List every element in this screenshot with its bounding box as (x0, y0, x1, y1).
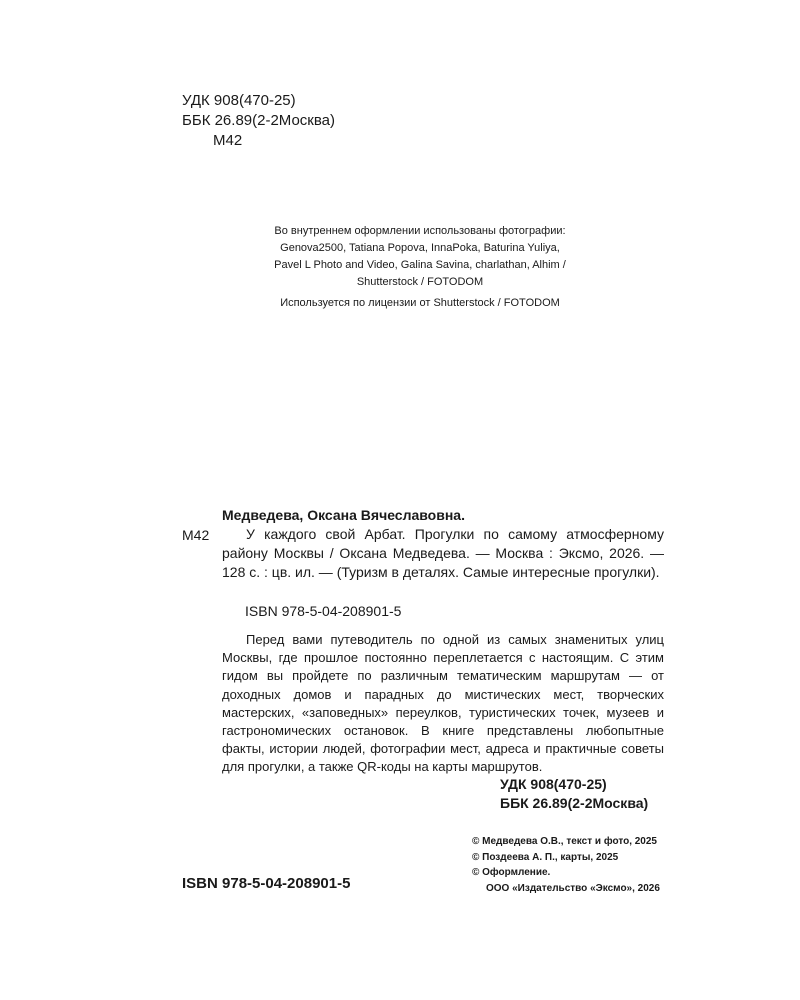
credits-line: Во внутреннем оформлении использованы фотографии: (274, 225, 566, 237)
copyright-line: ООО «Издательство «Эксмо», 2026 (486, 882, 660, 894)
credits-line: Pavel L Photo and Video, Galina Savina, charlathan, Alhim / (274, 259, 566, 271)
copyright-block (472, 834, 660, 896)
photo-credits (200, 223, 640, 291)
top-classification (182, 91, 335, 151)
bbk-code-bold: ББК 26.89(2-2Москва) (500, 795, 649, 811)
license-note: Используется по лицензии от Shutterstock / FOTODOM (280, 297, 560, 309)
udk-code: УДК 908(470-25) (182, 92, 296, 109)
bbk-code: ББК 26.89(2-2Москва) (182, 112, 336, 129)
author-heading: Медведева, Оксана Вячеславовна. (222, 507, 465, 523)
credits-line: Genova2500, Tatiana Popova, InnaPoka, Baturina Yuliya, (280, 242, 560, 254)
credits-line: Shutterstock / FOTODOM (356, 276, 484, 288)
bottom-classification (500, 775, 648, 813)
isbn-bold: ISBN 978-5-04-208901-5 (182, 875, 351, 892)
isbn-line: ISBN 978-5-04-208901-5 (245, 603, 402, 619)
author-mark-inline: М42 (182, 527, 210, 543)
annotation: Перед вами путеводитель по одной из самых знаменитых улиц Москвы, где прошлое постоянно переплетается с настоящим. С этим гидом вы пройдете по различным тематическим маршрутам — от доходных домов и парадных до мистических мест, творческих мастерских, «заповедных» переулков, туристических точек, музеев и гастрономических остановок. В книге представлены любопытные факты, истории людей, фотографии мест, адреса и практичные советы для прогулки, а также QR-коды на карты маршрутов. (222, 632, 664, 775)
copyright-line: © Медведева О.В., текст и фото, 2025 (472, 836, 657, 847)
udk-code-bold: УДК 908(470-25) (500, 776, 607, 792)
copyright-line: © Оформление. (472, 867, 551, 878)
copyright-line: © Поздеева А. П., карты, 2025 (472, 851, 619, 863)
author-mark: М42 (213, 132, 243, 149)
bibliographic-description: У каждого свой Арбат. Прогулки по самому атмосферному району Москвы / Оксана Медведева. — Москва : Эксмо, 2026. — 128 с. : цв. ил. — (Туризм в деталях. Самые интересные прогулки). (222, 526, 664, 580)
